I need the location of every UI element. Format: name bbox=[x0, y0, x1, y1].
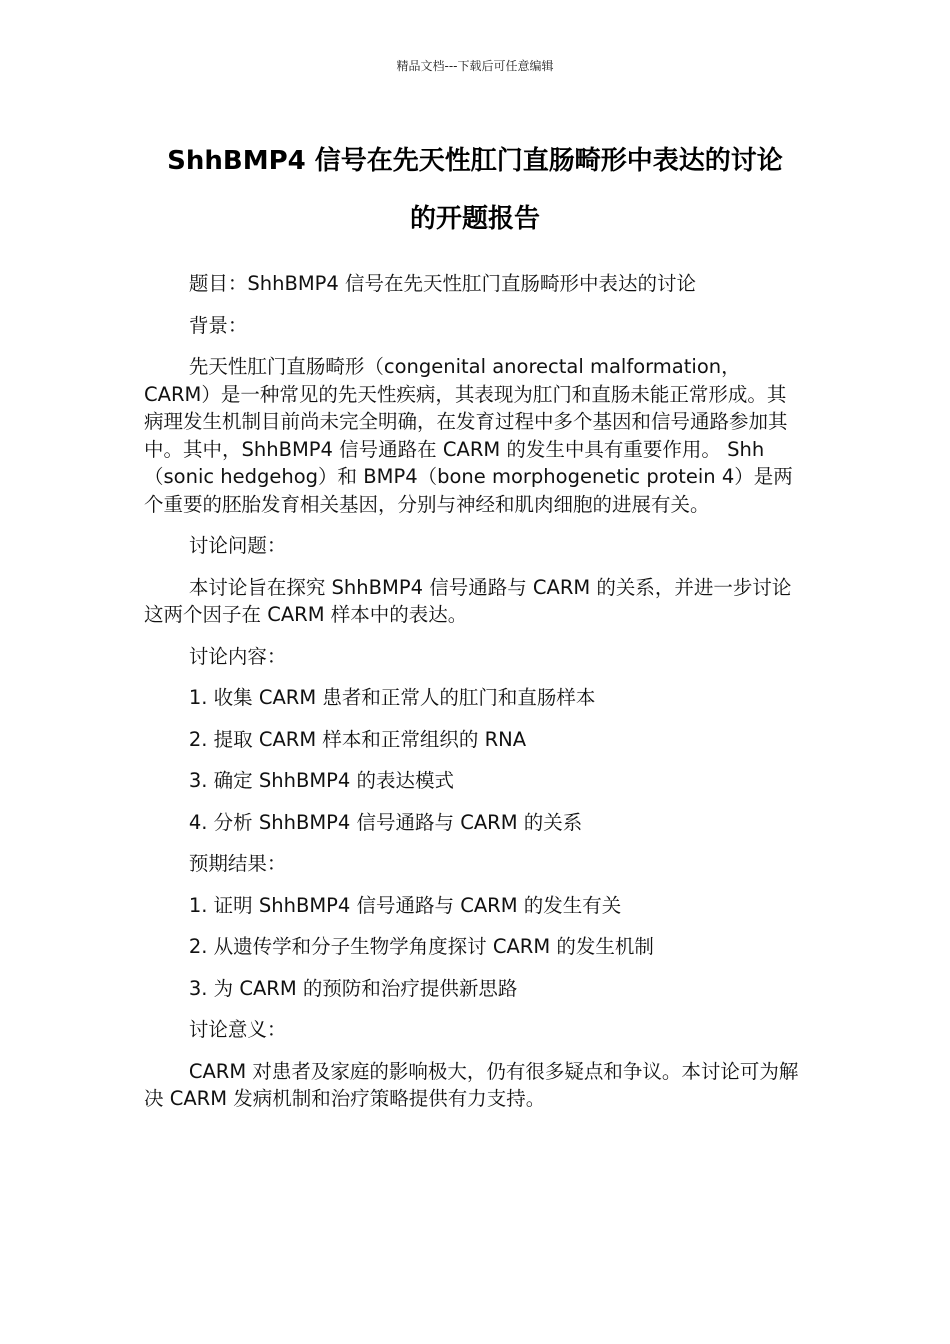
document-title bbox=[120, 132, 830, 248]
content-item-3: 3. 确定 ShhBMP4 的表达模式 bbox=[188, 769, 455, 792]
significance-paragraph: CARM 对患者及家庭的影响极大，仍有很多疑点和争议。本讨论可为解决 CARM 发病机制和治疗策略提供有力支持。 bbox=[144, 1059, 799, 1110]
background-paragraph: 先天性肛门直肠畸形（congenital anorectal malformation，CARM）是一种常见的先天性疾病，其表现为肛门和直肠未能正常形成。其病理发生机制目前尚未完全明确，在发育过程中多个基因和信号通路参加其中。其中，ShhBMP4 信号通路在 CARM 的发生中具有重要作用。 Shh（sonic hedgehog）和 BMP4（bone morphogenetic protein 4）是两个重要的胚胎发育相关基因，分别与神经和肌肉细胞的进展有关。 bbox=[144, 355, 793, 516]
content-item-4: 4. 分析 ShhBMP4 信号通路与 CARM 的关系 bbox=[188, 810, 583, 834]
section-heading-question: 讨论问题： bbox=[188, 534, 287, 557]
title-line-2: 的开题报告 bbox=[409, 204, 540, 234]
content-item-2: 2. 提取 CARM 样本和正常组织的 RNA bbox=[188, 727, 527, 751]
title-line-1: ShhBMP4 信号在先天性肛门直肠畸形中表达的讨论 bbox=[167, 146, 783, 176]
section-heading-background: 背景： bbox=[188, 313, 248, 337]
header-note: 精品文档---下载后可任意编辑 bbox=[396, 59, 554, 73]
question-paragraph: 本讨论旨在探究 ShhBMP4 信号通路与 CARM 的关系，并进一步讨论这两个因子在 CARM 样本中的表达。 bbox=[144, 575, 792, 626]
content-item-1: 1. 收集 CARM 患者和正常人的肛门和直肠样本 bbox=[188, 686, 596, 709]
result-item-3: 3. 为 CARM 的预防和治疗提供新思路 bbox=[188, 976, 518, 1000]
section-heading-significance: 讨论意义： bbox=[188, 1018, 287, 1041]
result-item-1: 1. 证明 ShhBMP4 信号通路与 CARM 的发生有关 bbox=[188, 893, 622, 917]
document-body bbox=[144, 270, 804, 1127]
section-heading-results: 预期结果： bbox=[188, 852, 287, 875]
topic-line: 题目：ShhBMP4 信号在先天性肛门直肠畸形中表达的讨论 bbox=[188, 272, 697, 295]
result-item-2: 2. 从遗传学和分子生物学角度探讨 CARM 的发生机制 bbox=[188, 935, 654, 958]
section-heading-content: 讨论内容： bbox=[188, 644, 287, 668]
